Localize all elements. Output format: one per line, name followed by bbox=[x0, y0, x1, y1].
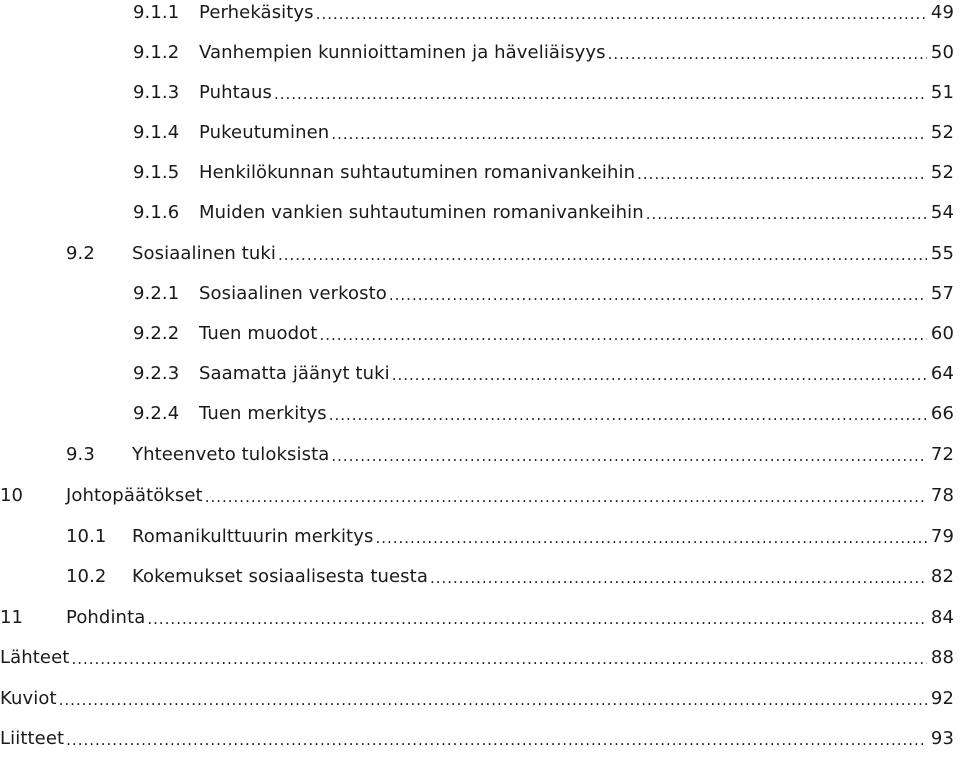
toc-entry[interactable] bbox=[133, 313, 954, 353]
toc-entry-page: 79 bbox=[930, 525, 954, 547]
dot-leader bbox=[59, 687, 927, 709]
toc-entry-title: Perhekäsitys bbox=[199, 1, 314, 23]
toc-entry-title: Sosiaalinen verkosto bbox=[199, 282, 387, 304]
toc-entry[interactable] bbox=[66, 434, 954, 474]
toc-entry[interactable] bbox=[133, 32, 954, 72]
toc-entry-page: 93 bbox=[930, 727, 954, 749]
toc-entry-number: 10 bbox=[0, 484, 24, 506]
toc-entry-page: 52 bbox=[930, 121, 954, 143]
toc-entry-number: 9.2 bbox=[66, 242, 95, 264]
toc-entry-page: 64 bbox=[930, 362, 954, 384]
toc-entry-page: 52 bbox=[930, 161, 954, 183]
dot-leader bbox=[608, 41, 927, 63]
toc-entry[interactable] bbox=[0, 475, 954, 515]
dot-leader bbox=[316, 1, 927, 23]
toc-entry-title: Muiden vankien suhtautuminen romanivankeihin bbox=[199, 201, 644, 223]
toc-entry[interactable] bbox=[133, 273, 954, 313]
toc-entry-page: 50 bbox=[930, 41, 954, 63]
toc-entry[interactable] bbox=[133, 393, 954, 433]
toc-entry-number: 11 bbox=[0, 606, 24, 628]
toc-entry[interactable] bbox=[133, 353, 954, 393]
toc-entry-page: 84 bbox=[930, 606, 954, 628]
toc-entry-page: 88 bbox=[930, 646, 954, 668]
dot-leader bbox=[278, 242, 927, 264]
toc-entry[interactable] bbox=[0, 678, 954, 718]
toc-entry-page: 57 bbox=[930, 282, 954, 304]
dot-leader bbox=[329, 402, 927, 424]
toc-entry[interactable] bbox=[133, 0, 954, 32]
toc-entry-number: 9.1.1 bbox=[133, 1, 180, 23]
toc-entry-page: 78 bbox=[930, 484, 954, 506]
toc-entry-page: 92 bbox=[930, 687, 954, 709]
dot-leader bbox=[375, 525, 926, 547]
dot-leader bbox=[646, 201, 927, 223]
dot-leader bbox=[331, 443, 927, 465]
toc-entry[interactable] bbox=[66, 556, 954, 596]
toc-entry-title: Henkilökunnan suhtautuminen romanivankeihin bbox=[199, 161, 636, 183]
dot-leader bbox=[430, 565, 927, 587]
toc-entry-number: 10.2 bbox=[66, 565, 107, 587]
dot-leader bbox=[392, 362, 927, 384]
toc-entry-title: Kuviot bbox=[0, 687, 57, 709]
toc-entry-number: 9.2.1 bbox=[133, 282, 180, 304]
toc-entry-page: 72 bbox=[930, 443, 954, 465]
toc-entry-title: Sosiaalinen tuki bbox=[132, 242, 276, 264]
toc-entry-number: 9.2.2 bbox=[133, 322, 180, 344]
toc-entry-number: 9.1.4 bbox=[133, 121, 180, 143]
toc-entry-number: 9.1.6 bbox=[133, 201, 180, 223]
toc-entry[interactable] bbox=[0, 637, 954, 677]
toc-entry[interactable] bbox=[66, 233, 954, 273]
toc-entry-title: Puhtaus bbox=[199, 81, 272, 103]
toc-entry[interactable] bbox=[0, 597, 954, 637]
dot-leader bbox=[331, 121, 927, 143]
toc-entry-title: Kokemukset sosiaalisesta tuesta bbox=[132, 565, 428, 587]
toc-entry-title: Vanhempien kunnioittaminen ja häveliäisyys bbox=[199, 41, 606, 63]
toc-entry-number: 9.1.3 bbox=[133, 81, 180, 103]
dot-leader bbox=[637, 161, 927, 183]
toc-entry[interactable] bbox=[66, 516, 954, 556]
toc-entry-page: 54 bbox=[930, 201, 954, 223]
toc-entry-number: 9.2.3 bbox=[133, 362, 180, 384]
toc-entry-page: 60 bbox=[930, 322, 954, 344]
dot-leader bbox=[389, 282, 927, 304]
toc-entry-title: Tuen merkitys bbox=[199, 402, 327, 424]
toc-entry-title: Liitteet bbox=[0, 727, 65, 749]
toc-entry-number: 9.1.2 bbox=[133, 41, 180, 63]
toc-entry[interactable] bbox=[133, 112, 954, 152]
toc-entry-title: Johtopäätökset bbox=[66, 484, 203, 506]
toc-entry-page: 82 bbox=[930, 565, 954, 587]
toc-entry-number: 9.1.5 bbox=[133, 161, 180, 183]
toc-entry-title: Saamatta jäänyt tuki bbox=[199, 362, 390, 384]
dot-leader bbox=[205, 484, 927, 506]
toc-entry[interactable] bbox=[133, 192, 954, 232]
dot-leader bbox=[71, 646, 926, 668]
toc-entry-title: Yhteenveto tuloksista bbox=[132, 443, 330, 465]
dot-leader bbox=[147, 606, 927, 628]
toc-entry-page: 66 bbox=[930, 402, 954, 424]
dot-leader bbox=[274, 81, 927, 103]
toc-entry-title: Tuen muodot bbox=[199, 322, 318, 344]
dot-leader bbox=[66, 727, 927, 749]
toc-entry[interactable] bbox=[133, 72, 954, 112]
toc-entry-page: 51 bbox=[930, 81, 954, 103]
toc-entry-page: 55 bbox=[930, 242, 954, 264]
toc-entry-title: Pohdinta bbox=[66, 606, 146, 628]
toc-entry-title: Pukeutuminen bbox=[199, 121, 330, 143]
toc-entry-title: Romanikulttuurin merkitys bbox=[132, 525, 374, 547]
toc-entry-number: 9.3 bbox=[66, 443, 95, 465]
dot-leader bbox=[319, 322, 926, 344]
toc-entry[interactable] bbox=[133, 152, 954, 192]
toc-entry-page: 49 bbox=[930, 1, 954, 23]
toc-entry-number: 9.2.4 bbox=[133, 402, 180, 424]
toc-entry[interactable] bbox=[0, 718, 954, 758]
toc-entry-title: Lähteet bbox=[0, 646, 70, 668]
toc-entry-number: 10.1 bbox=[66, 525, 107, 547]
